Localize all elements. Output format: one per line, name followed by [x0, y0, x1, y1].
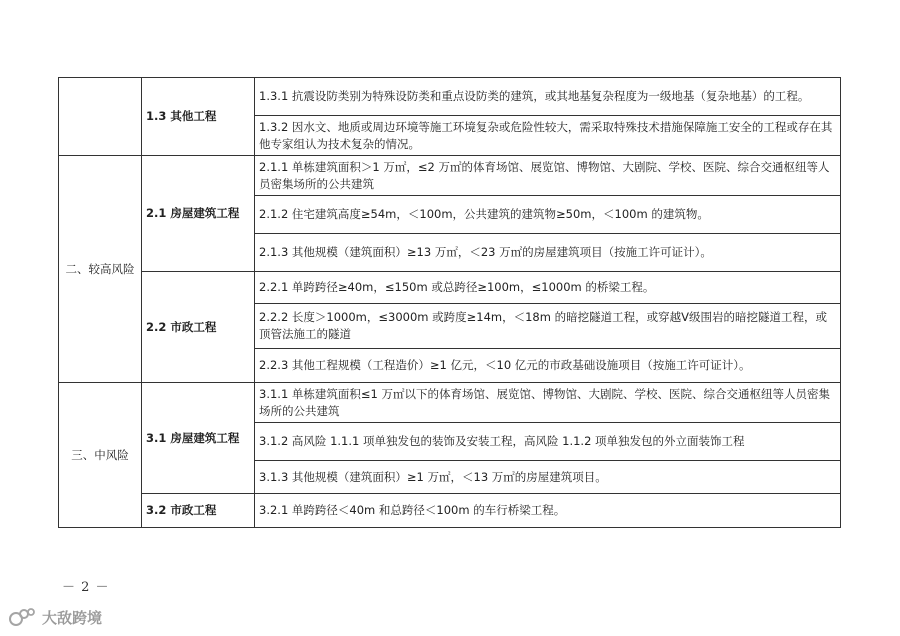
item-cell: 2.2.3 其他工程规模（工程造价）≥1 亿元，＜10 亿元的市政基础设施项目（按施工许可证计）。: [255, 349, 841, 383]
risk-classification-table: [58, 77, 841, 528]
table-row: [59, 272, 841, 304]
category-cell: 2.2 市政工程: [142, 272, 255, 383]
table-row: [59, 78, 841, 116]
table-row: [59, 383, 841, 423]
item-cell: 2.2.1 单跨跨径≥40m，≤150m 或总跨径≥100m，≤1000m 的桥梁工程。: [255, 272, 841, 304]
item-cell: 2.1.3 其他规模（建筑面积）≥13 万㎡，＜23 万㎡的房屋建筑项目（按施工许可证计）。: [255, 234, 841, 272]
item-cell: 3.1.2 高风险 1.1.1 项单独发包的装饰及安装工程，高风险 1.1.2 项单独发包的外立面装饰工程: [255, 423, 841, 461]
table-row: [59, 494, 841, 528]
category-cell: 3.2 市政工程: [142, 494, 255, 528]
risk-level-cell: 二、较高风险: [59, 156, 142, 383]
watermark: [8, 605, 102, 629]
category-cell: 2.1 房屋建筑工程: [142, 156, 255, 272]
item-cell: 3.2.1 单跨跨径＜40m 和总跨径＜100m 的车行桥梁工程。: [255, 494, 841, 528]
risk-level-cell: [59, 78, 142, 156]
category-cell: 1.3 其他工程: [142, 78, 255, 156]
logo-icon: [8, 606, 38, 628]
item-cell: 1.3.2 因水文、地质或周边环境等施工环境复杂或危险性较大，需采取特殊技术措施保障施工安全的工程或存在其他专家组认为技术复杂的情况。: [255, 116, 841, 156]
item-cell: 2.2.2 长度＞1000m，≤3000m 或跨度≥14m，＜18m 的暗挖隧道工程，或穿越Ⅴ级围岩的暗挖隧道工程，或顶管法施工的隧道: [255, 304, 841, 349]
item-cell: 2.1.1 单栋建筑面积＞1 万㎡，≤2 万㎡的体育场馆、展览馆、博物馆、大剧院、学校、医院、综合交通枢纽等人员密集场所的公共建筑: [255, 156, 841, 196]
table-row: [59, 156, 841, 196]
item-cell: 2.1.2 住宅建筑高度≥54m，＜100m，公共建筑的建筑物≥50m，＜100m 的建筑物。: [255, 196, 841, 234]
risk-level-cell: 三、中风险: [59, 383, 142, 528]
item-cell: 3.1.1 单栋建筑面积≤1 万㎡以下的体育场馆、展览馆、博物馆、大剧院、学校、医院、综合交通枢纽等人员密集场所的公共建筑: [255, 383, 841, 423]
item-cell: 3.1.3 其他规模（建筑面积）≥1 万㎡，＜13 万㎡的房屋建筑项目。: [255, 461, 841, 494]
page-number: － 2 －: [62, 580, 110, 595]
watermark-text: 大敌跨境: [42, 608, 103, 627]
category-cell: 3.1 房屋建筑工程: [142, 383, 255, 494]
item-cell: 1.3.1 抗震设防类别为特殊设防类和重点设防类的建筑，或其地基复杂程度为一级地基（复杂地基）的工程。: [255, 78, 841, 116]
